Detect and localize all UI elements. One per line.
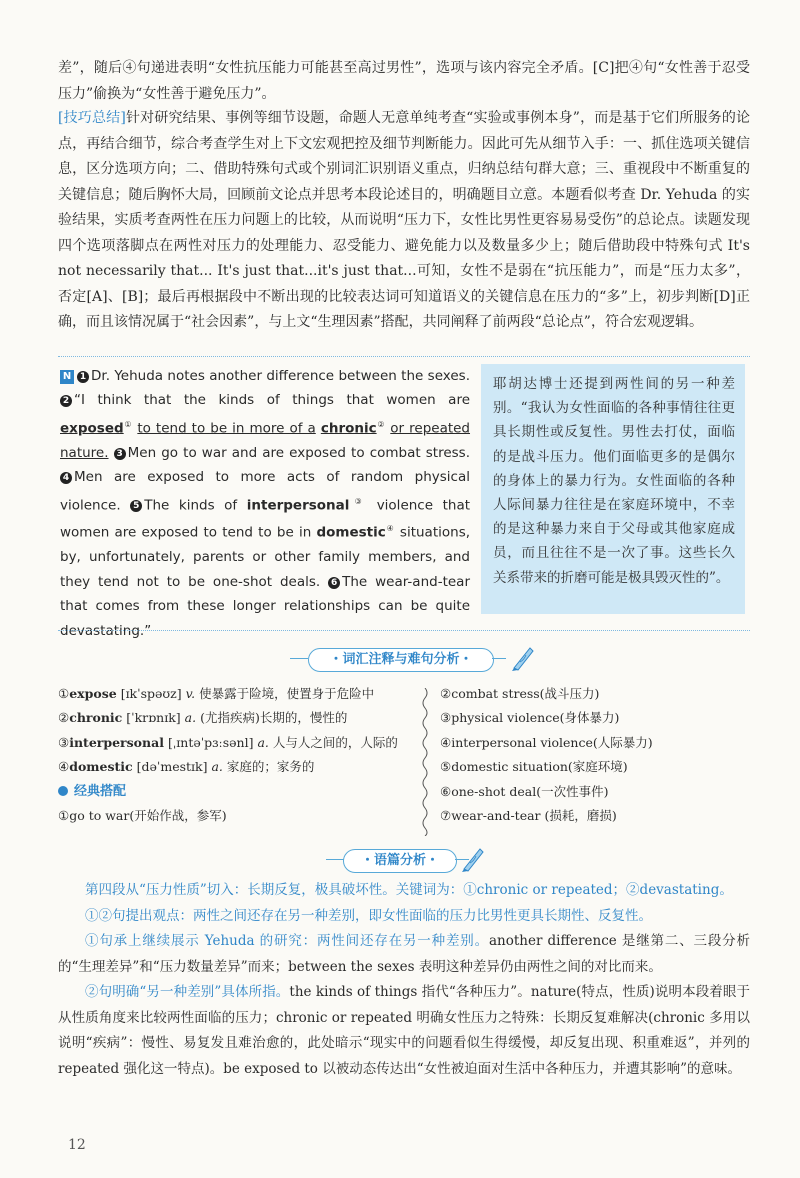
vocab-item: ②chronic [ˈkrɒnɪk] a. (尤指疾病)长期的，慢性的 [58, 710, 348, 726]
sentence: Dr. Yehuda notes another difference between the sexes. [91, 368, 470, 384]
vocab-item: ④domestic [dəˈmestɪk] a. 家庭的；家务的 [58, 759, 315, 775]
footnote-mark: ④ [385, 524, 395, 534]
vocab-list-left [58, 682, 418, 828]
phrase-item: ⑦wear-and-tear (损耗，磨损) [440, 808, 617, 824]
sentence-number: 2 [60, 395, 72, 407]
vocab-word: chronic [320, 420, 377, 437]
phrase-item: ⑥one-shot deal(一次性事件) [440, 783, 609, 799]
analysis-heading-label: ・语篇分析・ [343, 849, 457, 873]
collocation-heading: 经典搭配 [58, 780, 418, 804]
footnote-mark: ① [123, 419, 133, 429]
sentence-number: 3 [114, 448, 126, 460]
pen-icon [460, 843, 486, 873]
heading-rule [290, 658, 308, 659]
bullet-icon [58, 786, 68, 796]
sentence: Men are exposed to more acts of random physical violence. [60, 469, 470, 514]
sentence: to tend to be in more of a [137, 420, 316, 437]
vocab-word: interpersonal [246, 497, 350, 514]
sentence: “I think that the kinds of things that women are [74, 392, 470, 409]
analysis-section-heading [0, 843, 800, 875]
phrase-item: ②combat stress(战斗压力) [440, 686, 600, 701]
heading-rule [326, 859, 344, 860]
collocation-item: ①go to war(开始作战，参军) [58, 808, 227, 824]
vocab-item: ③interpersonal [ˌɪntəˈpɜːsənl] a. 人与人之间的，人际的 [58, 734, 398, 750]
vocab-word: domestic [316, 524, 386, 541]
analysis-paragraph: ①句承上继续展示 Yehuda 的研究：两性间还存在另一种差别。another difference 是继第二、三段分析的“生理差异”和“压力数量差异”而来；between the sexes 表明这种差异仍由两性之间的对比而来。 [58, 933, 751, 975]
divider [58, 630, 750, 631]
phrase-item: ⑤domestic situation(家庭环境) [440, 759, 628, 775]
sentence-number: 5 [130, 500, 142, 512]
vocab-word: exposed [60, 420, 124, 437]
passage [60, 364, 470, 643]
tips-text: 针对研究结果、事例等细节设题，命题人无意单纯考查“实验或事例本身”，而是基于它们所服务的论点，再结合细节，综合考查学生对上下文宏观把控及细节判断能力。因此可先从细节入手：一、抓住选项关键信息，区分选项方向；二、借助特殊句式或个别词汇识别语义重点，归纳总结句群大意；三、重视段中不断重复的关键信息；随后胸怀大局，回顾前文论点并思考本段论述目的，明确题目立意。本题看似考查 Dr. Yehuda 的实验结果，实质考查两性在压力问题上的比较，从而说明“压力下，女性比男性更容易易受伤”的总论点。读题发现四个选项落脚点在两性对压力的处理能力、忍受能力、避免能力以及数量多少上；随后借助段中特殊句式 It's not necessarily that... It's just that...it's just that...可知，女性不是弱在“抗压能力”，而是“压力太多”，否定[A]、[B]；最后再根据段中不断出现的比较表达词可知道语义的关键信息在压力的“多”上，初步判断[D]正确，而且该情况属于“社会因素”，与上文“生理因素”搭配，共同阐释了前两段“总论点”，符合宏观逻辑。 [58, 110, 750, 330]
phrase-item: ④interpersonal violence(人际暴力) [440, 734, 653, 750]
sentence: The kinds of [144, 497, 238, 514]
divider [58, 356, 750, 357]
footnote-mark: ② [376, 419, 386, 429]
paragraph-badge: N [60, 370, 74, 384]
sentence: situations, by, unfortunately, parents or other family members, and they tend not to be one-shot deals. [60, 524, 471, 590]
vocab-list-right [440, 682, 760, 828]
page-number: 12 [68, 1137, 86, 1153]
sentence: violence that women are exposed to tend to be in [60, 497, 471, 541]
sentence-number: 1 [77, 371, 89, 383]
sentence: The wear-and-tear that comes from these longer relationships can be quite devastating.” [60, 573, 470, 639]
vocab-heading-label: ・词汇注释与难句分析・ [308, 648, 494, 672]
analysis-paragraph: 第四段从“压力性质”切入：长期反复，极具破坏性。关键词为：①chronic or repeated；②devastating。 [85, 882, 733, 898]
phrase-item: ③physical violence(身体暴力) [440, 710, 620, 726]
sentence: Men go to war and are exposed to combat stress. [127, 444, 470, 461]
tips-paragraph [58, 106, 750, 336]
vocab-item: ①expose [ɪkˈspəʊz] v. 使暴露于险境，使置身于危险中 [58, 686, 375, 701]
analysis-paragraph: ②句明确“另一种差别”具体所指。the kinds of things 指代“各种压力”。nature(特点，性质)说明本段着眼于从性质角度来比较两性面临的压力；chronic or repeated 明确女性压力之特殊：长期反复难解决(chronic 多用以说明“疾病”：慢性、易复发且难治愈的，此处暗示“现实中的问题看似生得缓慢，却反复出现、积重难返”，并列的 repeated 强化这一特点)。be exposed to 以被动态传达出“女性被迫面对生活中各种压力，并遭其影响”的意味。 [58, 984, 750, 1077]
sentence: or repeated nature. [60, 420, 471, 461]
pen-icon [510, 642, 536, 672]
heading-rule [492, 658, 506, 659]
top-paragraph: 差”，随后④句递进表明“女性抗压能力可能甚至高过男性”，选项与该内容完全矛盾。[C]把④句“女性善于忍受压力”偷换为“女性善于避免压力”。 [58, 60, 750, 102]
sentence-number: 6 [328, 577, 340, 589]
vocab-section-heading [0, 642, 800, 674]
footnote-mark: ③ [349, 496, 368, 506]
translation-box: 耶胡达博士还提到两性间的另一种差别。“我认为女性面临的各种事情往往更具长期性或反复性。男性去打仗，面临的是战斗压力。他们面临更多的是偶尔的身体上的暴力行为。女性面临的各种人际间暴力往往是在家庭环境中，不幸的是这种暴力来自于父母或其他家庭成员，而且往往不是一次了事。这些长久关系带来的折磨可能是极具毁灭性的”。 [481, 364, 745, 614]
analysis-body [58, 878, 750, 1082]
tips-label: [技巧总结] [58, 110, 126, 126]
sentence-number: 4 [60, 472, 72, 484]
analysis-paragraph: ①②句提出观点：两性之间还存在另一种差别，即女性面临的压力比男性更具长期性、反复性。 [85, 907, 652, 924]
wavy-divider [421, 688, 429, 836]
